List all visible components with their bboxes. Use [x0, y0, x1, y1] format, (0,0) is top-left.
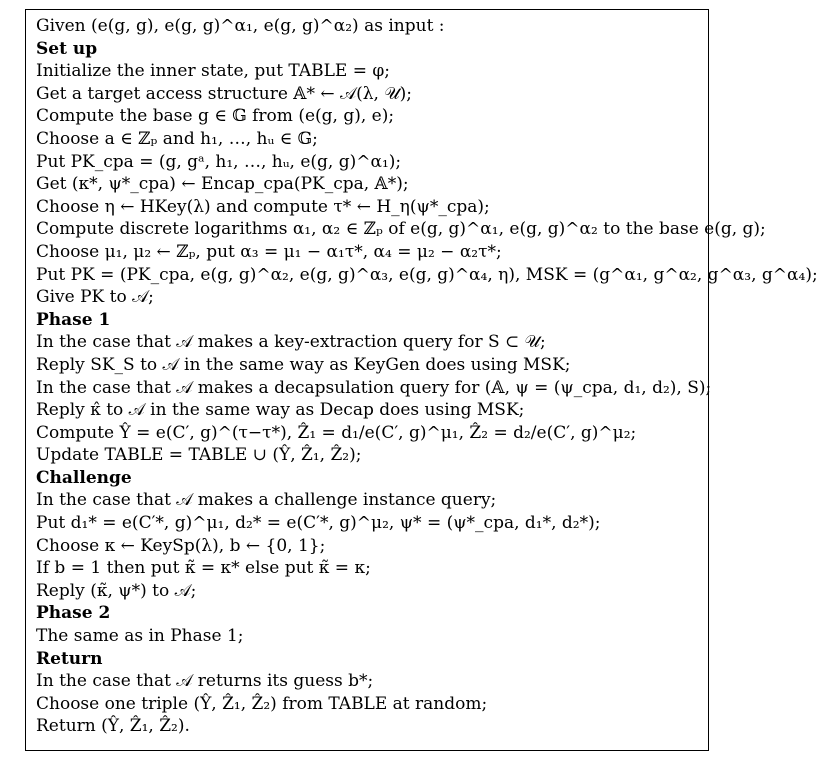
- section-heading: Phase 1: [36, 309, 111, 330]
- algorithm-line: Reply (κ̃, ψ*) to 𝒜;: [36, 580, 197, 601]
- algorithm-line: Choose η ← HKey(λ) and compute τ* ← H_η(ψ*_cpa);: [36, 196, 490, 217]
- algorithm-line: Give PK to 𝒜;: [36, 287, 154, 308]
- section-heading: Set up: [36, 38, 98, 59]
- algorithm-line: In the case that 𝒜 makes a challenge instance query;: [36, 490, 497, 511]
- algorithm-line: Return (Ŷ, Ẑ₁, Ẑ₂).: [36, 716, 190, 737]
- algorithm-lines: [36, 15, 818, 738]
- algorithm-line: Choose one triple (Ŷ, Ẑ₁, Ẑ₂) from TABLE at random;: [36, 693, 488, 714]
- section-heading: Phase 2: [36, 603, 111, 624]
- algorithm-line: Choose κ ← KeySp(λ), b ← {0, 1};: [36, 535, 326, 556]
- algorithm-line: Compute the base g ∈ 𝔾 from (e(g, g), e);: [36, 106, 395, 127]
- section-heading: Challenge: [36, 467, 132, 488]
- algorithm-line: If b = 1 then put κ̃ = κ* else put κ̃ = κ;: [36, 558, 371, 579]
- algorithm-line: Put PK = (PK_cpa, e(g, g)^α₂, e(g, g)^α₃, e(g, g)^α₄, η), MSK = (g^α₁, g^α₂, g^α₃, g^α₄);: [36, 264, 818, 285]
- algorithm-line: Put d₁* = e(C′*, g)^μ₁, d₂* = e(C′*, g)^μ₂, ψ* = (ψ*_cpa, d₁*, d₂*);: [36, 513, 601, 534]
- algorithm-line: Put PK_cpa = (g, gᵃ, h₁, …, hᵤ, e(g, g)^α₁);: [36, 151, 402, 172]
- algorithm-line: In the case that 𝒜 returns its guess b*;: [36, 671, 374, 692]
- section-heading: Return: [36, 648, 103, 669]
- algorithm-line: Reply κ̂ to 𝒜 in the same way as Decap does using MSK;: [36, 400, 525, 421]
- algorithm-line: Get (κ*, ψ*_cpa) ← Encap_cpa(PK_cpa, 𝔸*);: [36, 174, 409, 195]
- algorithm-line: Choose a ∈ ℤₚ and h₁, …, hᵤ ∈ 𝔾;: [36, 128, 318, 149]
- algorithm-line: Initialize the inner state, put TABLE = φ;: [36, 61, 390, 82]
- algorithm-line: Update TABLE = TABLE ∪ (Ŷ, Ẑ₁, Ẑ₂);: [36, 445, 362, 466]
- algorithm-line: Choose μ₁, μ₂ ← ℤₚ, put α₃ = μ₁ − α₁τ*, α₄ = μ₂ − α₂τ*;: [36, 241, 502, 262]
- algorithm-line: Compute discrete logarithms α₁, α₂ ∈ ℤₚ of e(g, g)^α₁, e(g, g)^α₂ to the base e(g, g);: [36, 219, 766, 240]
- algorithm-line: Given (e(g, g), e(g, g)^α₁, e(g, g)^α₂) as input :: [36, 16, 445, 36]
- algorithm-line: In the case that 𝒜 makes a decapsulation query for (𝔸, ψ = (ψ_cpa, d₁, d₂), S);: [36, 377, 712, 398]
- algorithm-line: In the case that 𝒜 makes a key-extraction query for S ⊂ 𝒰;: [36, 332, 546, 353]
- algorithm-line: The same as in Phase 1;: [36, 626, 244, 647]
- algorithm-line: Compute Ŷ = e(C′, g)^(τ−τ*), Ẑ₁ = d₁/e(C′, g)^μ₁, Ẑ₂ = d₂/e(C′, g)^μ₂;: [36, 422, 637, 443]
- algorithm-line: Reply SK_S to 𝒜 in the same way as KeyGen does using MSK;: [36, 354, 571, 375]
- algorithm-line: Get a target access structure 𝔸* ← 𝒜(λ, 𝒰);: [36, 83, 412, 104]
